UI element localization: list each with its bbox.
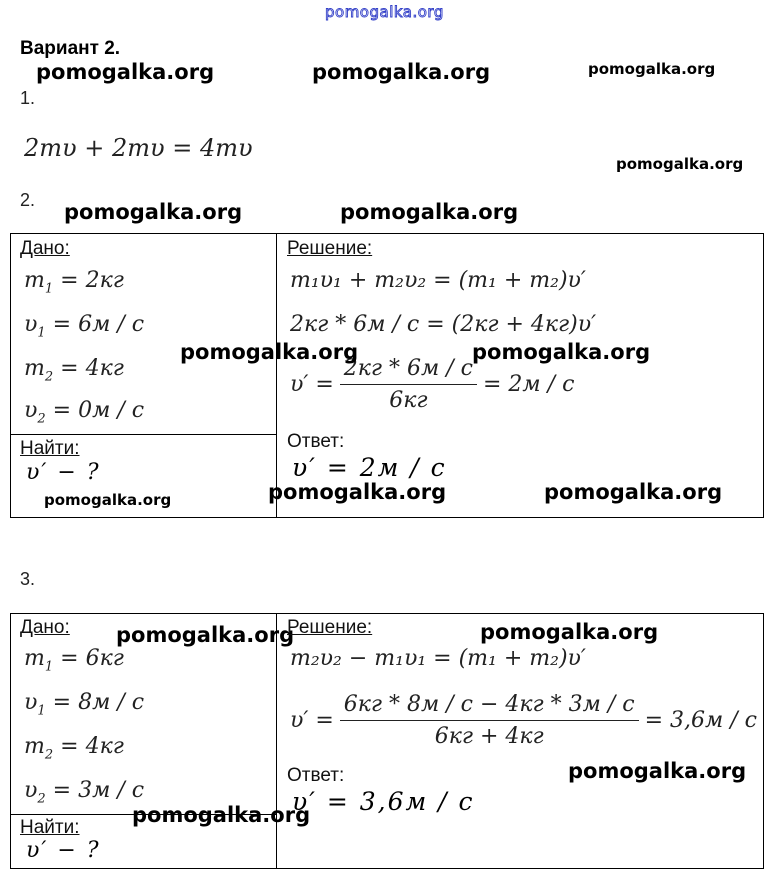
given-v1: $\upsilon_1 = 8м / с$ [24,690,145,719]
given-m2: $m_2 = 4кг$ [24,356,124,385]
table-divider [10,434,276,435]
watermark: pomogalka.org [44,491,172,509]
watermark: pomogalka.org [132,803,311,827]
fraction-numerator: 2кг * 6м / с [343,356,473,381]
watermark: pomogalka.org [616,155,744,173]
table-divider [276,233,277,518]
answer-value: υ′ = 3,6м / с [292,787,475,816]
fraction-denominator: 6кг + 4кг [434,724,544,749]
given-v2: $\upsilon_2 = 0м / с$ [24,398,145,427]
fraction [340,692,639,749]
solution-line-2: 2кг * 6м / с = (2кг + 4кг)υ′ [290,312,597,337]
find-value: υ′ − ? [26,460,101,485]
watermark: pomogalka.org [588,60,716,78]
site-url-link[interactable]: pomogalka.org [325,3,444,21]
watermark: pomogalka.org [36,60,215,84]
fraction-bar [340,384,477,385]
watermark: pomogalka.org [568,759,747,783]
problem-3-number: 3. [20,569,36,589]
given-v1: $\upsilon_1 = 6м / с$ [24,312,145,341]
find-value: υ′ − ? [26,838,101,863]
solution-line-1: m₁υ₁ + m₂υ₂ = (m₁ + m₂)υ′ [290,268,586,293]
given-m2: $m_2 = 4кг$ [24,734,124,763]
fraction-lhs: υ′ = [290,372,334,397]
given-m1: $m_1 = 6кг$ [24,646,124,675]
find-label: Найти: [20,438,80,459]
watermark: pomogalka.org [268,480,447,504]
solution-line-2 [290,692,757,749]
solution-label: Решение: [287,617,373,638]
watermark: pomogalka.org [480,620,659,644]
fraction-bar [340,720,639,721]
solution-line-3 [290,356,574,413]
given-m1: $m_1 = 2кг$ [24,268,124,297]
given-label: Дано: [20,617,70,638]
watermark: pomogalka.org [544,480,723,504]
solution-label: Решение: [287,238,373,259]
fraction-denominator: 6кг [389,388,428,413]
given-v2: $\upsilon_2 = 3м / с$ [24,778,145,807]
problem-2-number: 2. [20,190,36,210]
fraction-numerator: 6кг * 8м / с − 4кг * 3м / с [343,692,635,717]
fraction-lhs: υ′ = [290,708,334,733]
answer-label: Ответ: [287,765,345,786]
problem-1-formula: 2mυ + 2mυ = 4mυ [24,134,253,162]
watermark: pomogalka.org [180,340,359,364]
fraction-rhs: = 3,6м / с [644,708,757,733]
watermark: pomogalka.org [340,200,519,224]
fraction [340,356,477,413]
table-divider [276,613,277,869]
answer-label: Ответ: [287,431,345,452]
problem-1-number: 1. [20,88,36,108]
answer-value: υ′ = 2м / с [292,453,447,482]
watermark: pomogalka.org [64,200,243,224]
watermark: pomogalka.org [116,623,295,647]
variant-title: Вариант 2. [20,38,121,59]
solution-line-1: m₂υ₂ − m₁υ₁ = (m₁ + m₂)υ′ [290,646,586,671]
find-label: Найти: [20,817,80,838]
given-label: Дано: [20,238,70,259]
fraction-rhs: = 2м / с [483,372,575,397]
watermark: pomogalka.org [312,60,491,84]
watermark: pomogalka.org [472,340,651,364]
